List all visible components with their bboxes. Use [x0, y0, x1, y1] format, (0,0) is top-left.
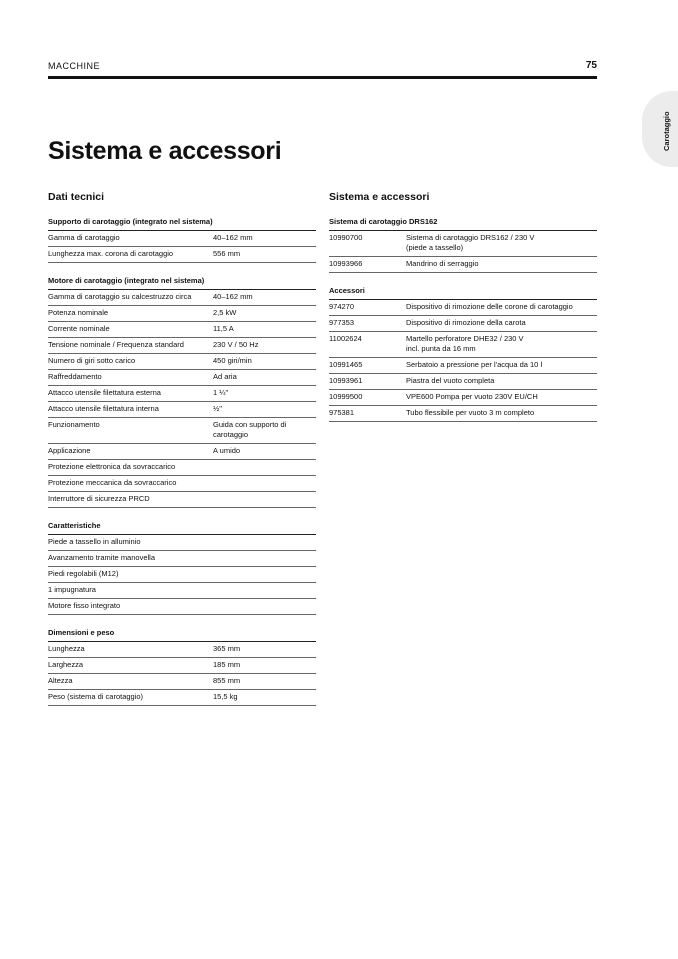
row-value: VPE600 Pompa per vuoto 230V EU/CH [406, 392, 538, 401]
table-row [48, 370, 316, 386]
row-value: Piastra del vuoto completa [406, 376, 495, 385]
row-value: Mandrino di serraggio [406, 259, 479, 268]
table-row [329, 390, 597, 406]
row-value: Martello perforatore DHE32 / 230 V incl. punta da 16 mm [406, 334, 524, 353]
row-value: Serbatoio a pressione per l'acqua da 10 l [406, 360, 543, 369]
table-row [48, 247, 316, 263]
row-value: 556 mm [213, 249, 241, 258]
row-label: Protezione meccanica da sovraccarico [48, 478, 177, 487]
table-row [48, 418, 316, 444]
row-value [213, 537, 316, 547]
row-label: Piedi regolabili (M12) [48, 569, 119, 578]
row-value: Tubo flessibile per vuoto 3 m completo [406, 408, 535, 417]
table-row [48, 567, 316, 583]
row-value: 1 ¼" [213, 388, 229, 397]
spec-section [48, 520, 316, 615]
row-label: Avanzamento tramite manovella [48, 553, 155, 562]
spec-section [329, 216, 597, 273]
row-value: 185 mm [213, 660, 241, 669]
row-value: Dispositivo di rimozione delle corone di carotaggio [406, 302, 573, 311]
row-label: Potenza nominale [48, 308, 109, 317]
table-row [48, 642, 316, 658]
row-label: Applicazione [48, 446, 91, 455]
table-row [329, 316, 597, 332]
table-row [48, 674, 316, 690]
row-value [213, 462, 316, 472]
row-label: Peso (sistema di carotaggio) [48, 692, 144, 701]
table-row [329, 300, 597, 316]
spec-section [48, 216, 316, 263]
section-heading: Supporto di carotaggio (integrato nel sistema) [48, 216, 316, 231]
row-value [213, 478, 316, 488]
row-value: Sistema di carotaggio DRS162 / 230 V (piede a tassello) [406, 233, 535, 252]
row-label: Numero di giri sotto carico [48, 356, 136, 365]
row-label: 11002624 [329, 334, 362, 343]
column-title: Sistema e accessori [329, 191, 430, 203]
section-heading: Caratteristiche [48, 520, 316, 535]
row-label: Altezza [48, 676, 73, 685]
table-row [48, 290, 316, 306]
row-label: Lunghezza max. corona di carotaggio [48, 249, 174, 258]
spec-section [48, 627, 316, 706]
table-row [48, 231, 316, 247]
row-value [213, 494, 316, 504]
row-value: 40–162 mm [213, 292, 253, 301]
row-label: 10999500 [329, 392, 363, 401]
row-value: 40–162 mm [213, 233, 253, 242]
table-row [48, 599, 316, 615]
table-row [48, 460, 316, 476]
spec-section [329, 285, 597, 422]
table-row [48, 535, 316, 551]
table-row [48, 476, 316, 492]
table-row [48, 306, 316, 322]
side-tab-label: Carotaggio [662, 111, 671, 151]
row-label: Attacco utensile filettatura interna [48, 404, 159, 413]
row-value: 2,5 kW [213, 308, 237, 317]
table-row [48, 492, 316, 508]
row-value [213, 569, 316, 579]
side-tab [642, 91, 678, 167]
table-row [48, 322, 316, 338]
table-row [329, 332, 597, 358]
row-value [213, 585, 316, 595]
table-row [48, 658, 316, 674]
row-label: Tensione nominale / Frequenza standard [48, 340, 184, 349]
row-label: Motore fisso integrato [48, 601, 121, 610]
row-value: 230 V / 50 Hz [213, 340, 259, 349]
section-heading: Accessori [329, 285, 597, 300]
column-title: Dati tecnici [48, 191, 105, 203]
table-row [329, 358, 597, 374]
accessories-sections [329, 216, 597, 422]
row-value: ½" [213, 404, 222, 413]
row-value: Guida con supporto di carotaggio [213, 420, 287, 439]
row-label: Piede a tassello in alluminio [48, 537, 141, 546]
section-heading: Dimensioni e peso [48, 627, 316, 642]
table-row [329, 406, 597, 422]
page-title: Sistema e accessori [48, 137, 282, 165]
row-label: Raffreddamento [48, 372, 102, 381]
row-label: 1 impugnatura [48, 585, 96, 594]
row-label: Protezione elettronica da sovraccarico [48, 462, 176, 471]
row-value: 15,5 kg [213, 692, 238, 701]
row-label: 10991465 [329, 360, 363, 369]
row-label: Gamma di carotaggio su calcestruzzo circa [48, 292, 192, 301]
table-row [48, 386, 316, 402]
row-label: Lunghezza [48, 644, 85, 653]
row-label: Interruttore di sicurezza PRCD [48, 494, 150, 503]
tech-data-sections [48, 216, 316, 706]
section-heading: Motore di carotaggio (integrato nel sistema) [48, 275, 316, 290]
row-value: 855 mm [213, 676, 241, 685]
table-row [48, 690, 316, 706]
row-value: 11,5 A [213, 324, 234, 333]
running-header-section: MACCHINE [48, 61, 101, 71]
row-label: 977353 [329, 318, 355, 327]
row-label: Funzionamento [48, 420, 100, 429]
table-row [329, 257, 597, 273]
row-value: Dispositivo di rimozione della carota [406, 318, 526, 327]
table-row [329, 374, 597, 390]
tech-data-column [48, 191, 316, 718]
table-row [48, 338, 316, 354]
section-heading: Sistema di carotaggio DRS162 [329, 216, 597, 231]
row-label: Attacco utensile filettatura esterna [48, 388, 161, 397]
table-row [48, 444, 316, 460]
row-label: 10990700 [329, 233, 363, 242]
page-number: 75 [585, 60, 597, 71]
row-label: Corrente nominale [48, 324, 110, 333]
row-value: Ad aria [213, 372, 237, 381]
row-label: 974270 [329, 302, 355, 311]
header-rule [48, 76, 597, 79]
row-label: 10993961 [329, 376, 363, 385]
row-label: 10993966 [329, 259, 363, 268]
table-row [329, 231, 597, 257]
spec-section [48, 275, 316, 508]
row-value: 450 giri/min [213, 356, 252, 365]
accessories-column [329, 191, 597, 434]
row-value: A umido [213, 446, 241, 455]
row-value [213, 553, 316, 563]
table-row [48, 354, 316, 370]
row-value: 365 mm [213, 644, 241, 653]
row-value [213, 601, 316, 611]
table-row [48, 551, 316, 567]
row-label: Gamma di carotaggio [48, 233, 120, 242]
table-row [48, 402, 316, 418]
table-row [48, 583, 316, 599]
row-label: Larghezza [48, 660, 84, 669]
row-label: 975381 [329, 408, 355, 417]
